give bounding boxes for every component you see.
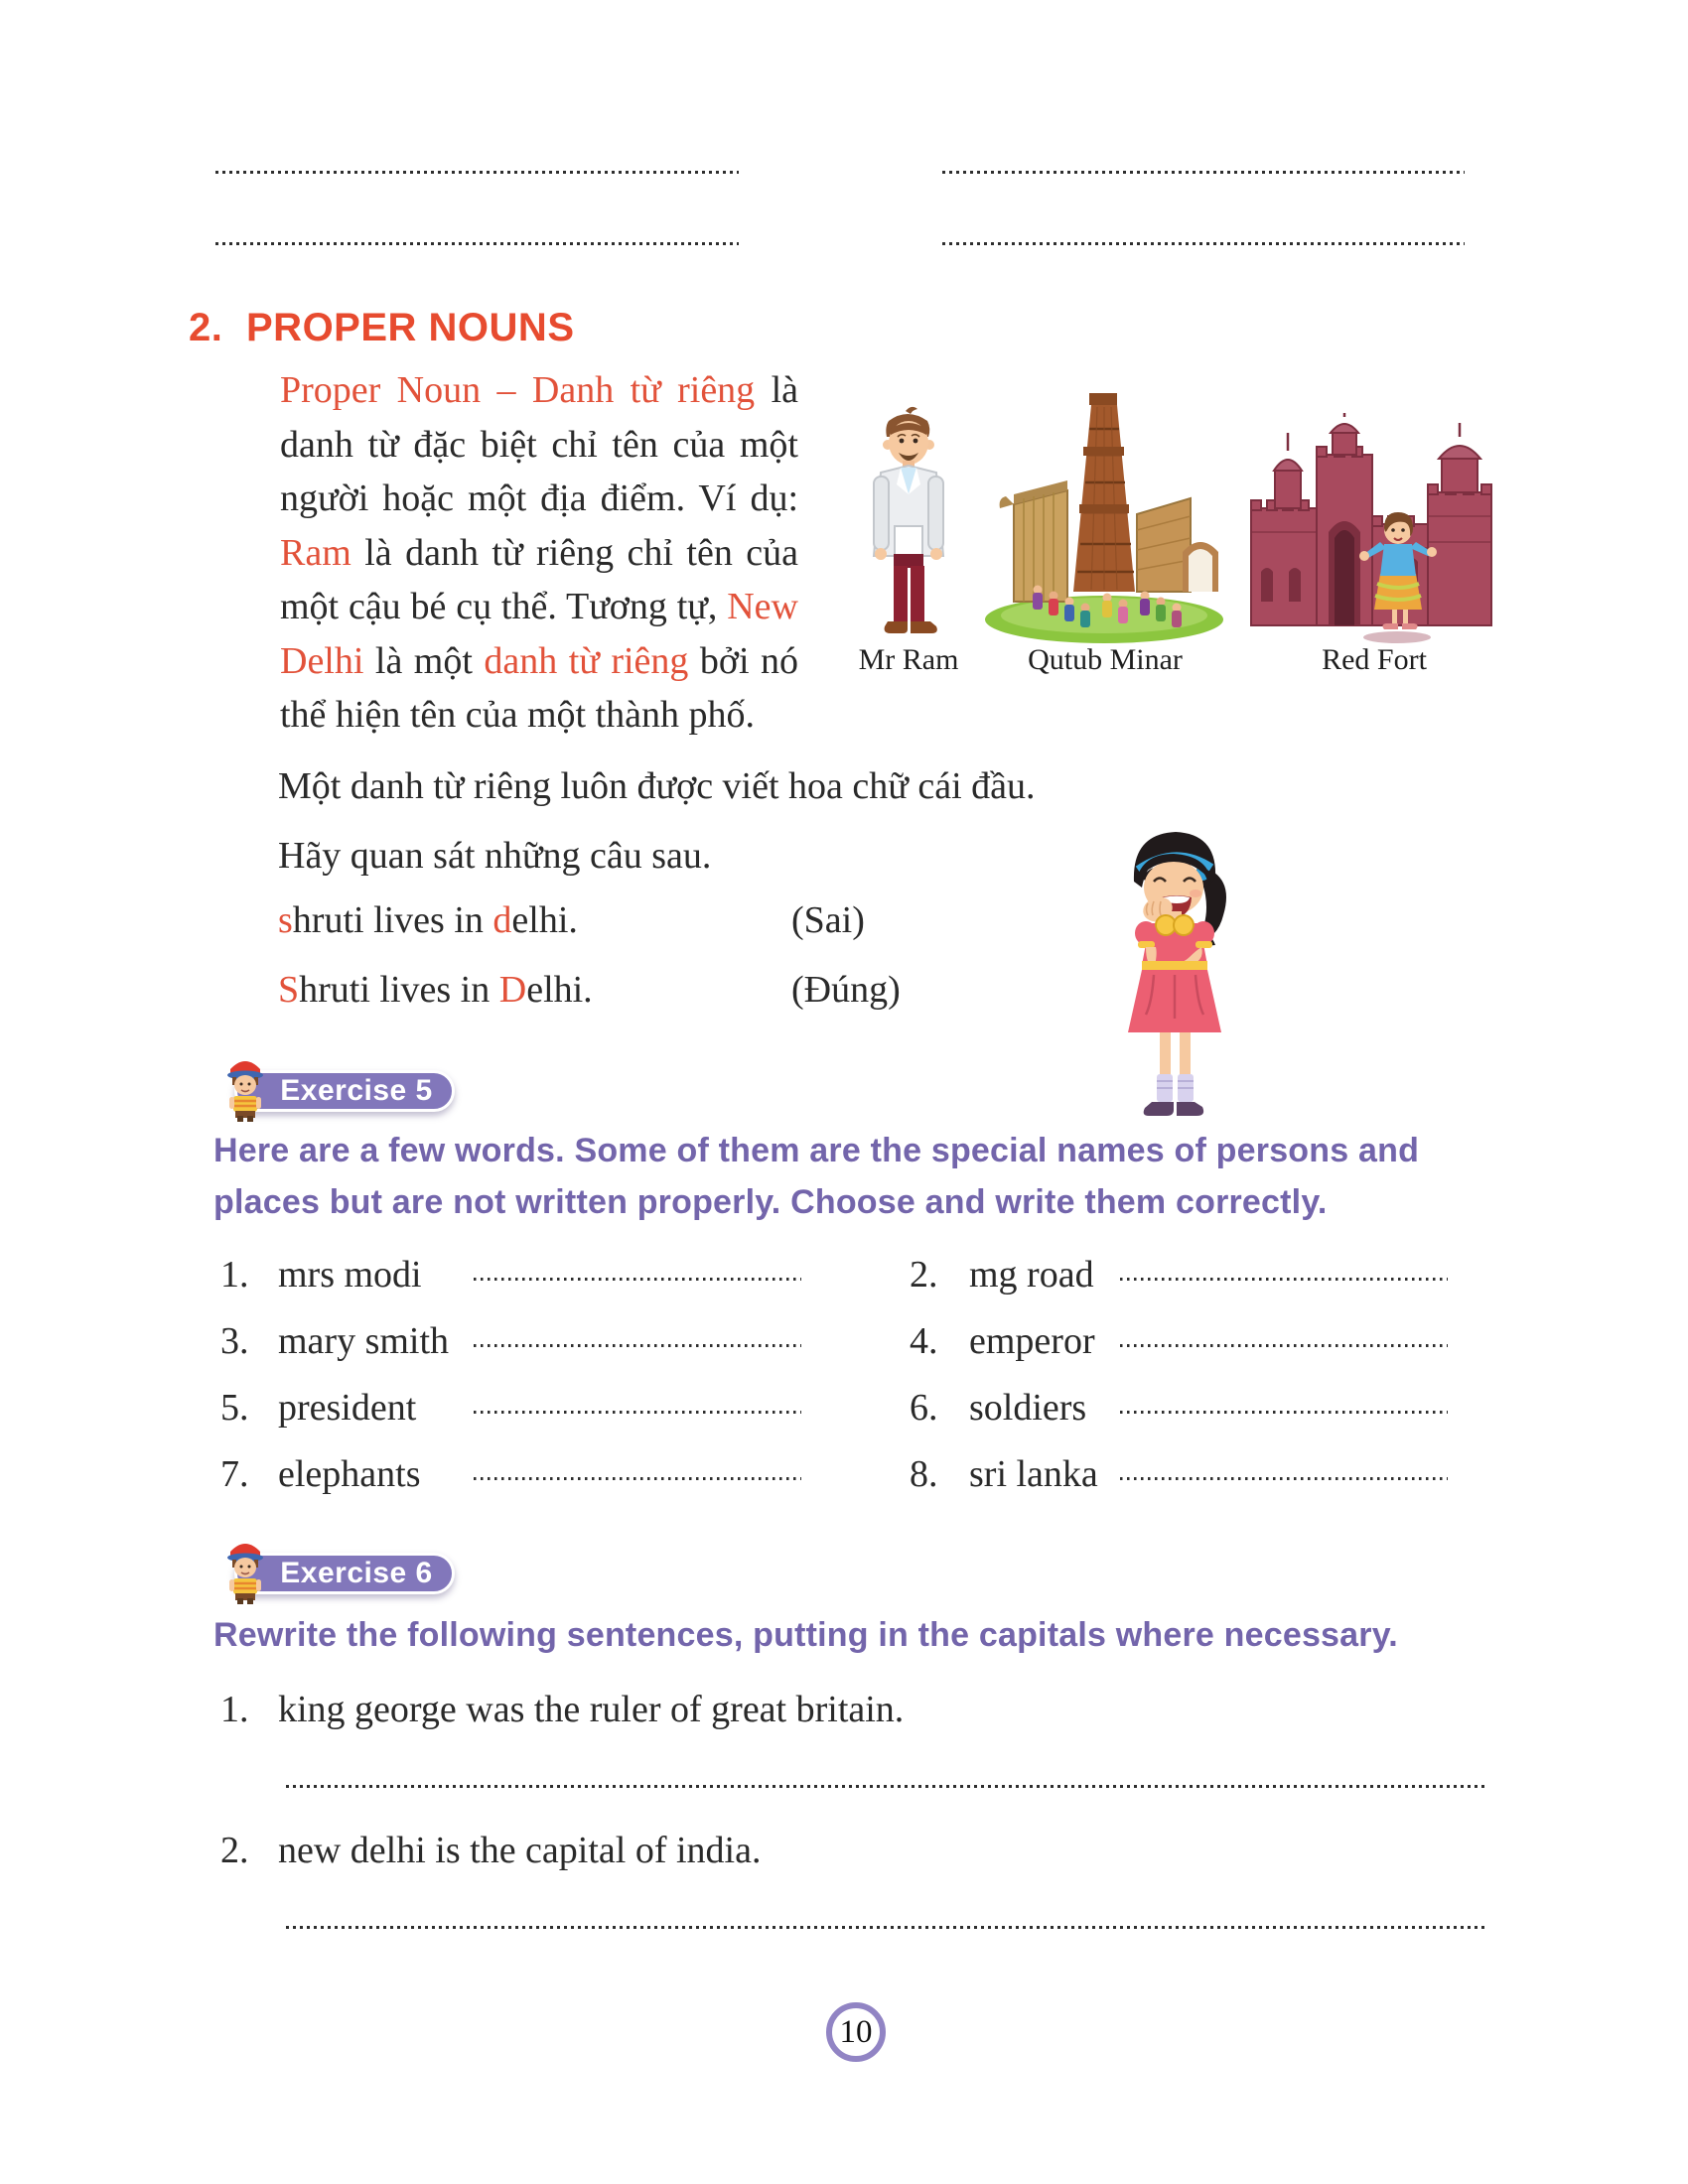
- word-item: [220, 1253, 801, 1297]
- answer-blank[interactable]: [1120, 1278, 1448, 1281]
- exercise5-badge: [220, 1052, 459, 1124]
- sentence-item: [220, 1829, 761, 1872]
- item-word: elephants: [278, 1453, 421, 1495]
- exercise5-badge-pill: Exercise 5: [234, 1070, 455, 1112]
- exercise5-instruction-line1: Here are a few words. Some of them are the special names of persons and: [213, 1132, 1420, 1169]
- word-item: [910, 1253, 1448, 1297]
- item-word: mg road: [969, 1254, 1094, 1296]
- red-fort-illustration: [1247, 413, 1497, 647]
- page-number-badge: [826, 2002, 886, 2062]
- answer-line[interactable]: [286, 1926, 1487, 1929]
- boy-mascot-icon: [220, 1535, 270, 1604]
- item-sentence: king george was the ruler of great britain.: [278, 1689, 905, 1730]
- item-number: 3.: [220, 1320, 249, 1362]
- sentence-item: [220, 1688, 904, 1731]
- page-number: 10: [839, 2013, 873, 2050]
- section-title: PROPER NOUNS: [246, 306, 575, 349]
- item-number: 5.: [220, 1387, 249, 1429]
- item-number: 7.: [220, 1453, 249, 1495]
- exercise6-instruction: Rewrite the following sentences, putting in the capitals where necessary.: [213, 1616, 1398, 1654]
- word-item: [220, 1452, 801, 1496]
- item-word: mrs modi: [278, 1254, 422, 1296]
- item-word: emperor: [969, 1320, 1095, 1362]
- item-word: president: [278, 1387, 417, 1429]
- word-item: [220, 1386, 801, 1430]
- example-sentence-wrong: shruti lives in delhi.: [278, 899, 578, 941]
- item-word: mary smith: [278, 1320, 450, 1362]
- verdict-wrong: (Sai): [791, 899, 865, 941]
- word-item: [910, 1452, 1448, 1496]
- answer-blank[interactable]: [474, 1344, 801, 1347]
- answer-blank[interactable]: [1120, 1344, 1448, 1347]
- item-number: 2.: [220, 1830, 249, 1871]
- answer-line[interactable]: [286, 1785, 1487, 1788]
- item-word: sri lanka: [969, 1453, 1098, 1495]
- boy-mascot-icon: [220, 1052, 270, 1122]
- answer-blank[interactable]: [474, 1411, 801, 1414]
- exercise6-badge: [220, 1535, 459, 1606]
- answer-line[interactable]: [215, 242, 739, 245]
- item-number: 1.: [220, 1689, 249, 1730]
- example-sentence-right: Shruti lives in Delhi.: [278, 969, 593, 1011]
- word-item: [220, 1319, 801, 1363]
- answer-line[interactable]: [942, 171, 1465, 174]
- item-number: 8.: [910, 1453, 938, 1495]
- mr-ram-illustration: [850, 405, 967, 643]
- section-number: 2.: [189, 306, 223, 349]
- laughing-girl-illustration: [1102, 824, 1251, 1127]
- item-sentence: new delhi is the capital of india.: [278, 1830, 762, 1871]
- section-paragraph: Proper Noun – Danh từ riêng là danh từ đặc biệt chỉ tên của một người hoặc một địa điểm. Ví dụ: Ram là danh từ riêng chỉ tên của một cậu bé cụ thể. Tương tự, New Delhi là một danh từ riêng bởi nó thể hiện tên của một thành phố.: [280, 369, 798, 736]
- exercise5-instruction-line2: places but are not written properly. Choose and write them correctly.: [213, 1183, 1328, 1221]
- answer-blank[interactable]: [1120, 1411, 1448, 1414]
- item-number: 4.: [910, 1320, 938, 1362]
- answer-line[interactable]: [215, 171, 739, 174]
- verdict-right: (Đúng): [791, 969, 901, 1011]
- exercise6-badge-pill: Exercise 6: [234, 1553, 455, 1594]
- qutub-minar-illustration: [978, 385, 1231, 645]
- capitalization-rule: Một danh từ riêng luôn được viết hoa chữ cái đầu.: [278, 765, 1036, 807]
- answer-blank[interactable]: [474, 1278, 801, 1281]
- figure-caption: Red Fort: [1322, 643, 1427, 676]
- answer-blank[interactable]: [474, 1477, 801, 1480]
- observe-prompt: Hãy quan sát những câu sau.: [278, 835, 712, 877]
- item-number: 1.: [220, 1254, 249, 1296]
- figure-caption: Qutub Minar: [1028, 643, 1183, 676]
- answer-blank[interactable]: [1120, 1477, 1448, 1480]
- answer-line[interactable]: [942, 242, 1465, 245]
- figure-caption: Mr Ram: [858, 643, 959, 676]
- item-word: soldiers: [969, 1387, 1087, 1429]
- word-item: [910, 1319, 1448, 1363]
- item-number: 6.: [910, 1387, 938, 1429]
- word-item: [910, 1386, 1448, 1430]
- item-number: 2.: [910, 1254, 938, 1296]
